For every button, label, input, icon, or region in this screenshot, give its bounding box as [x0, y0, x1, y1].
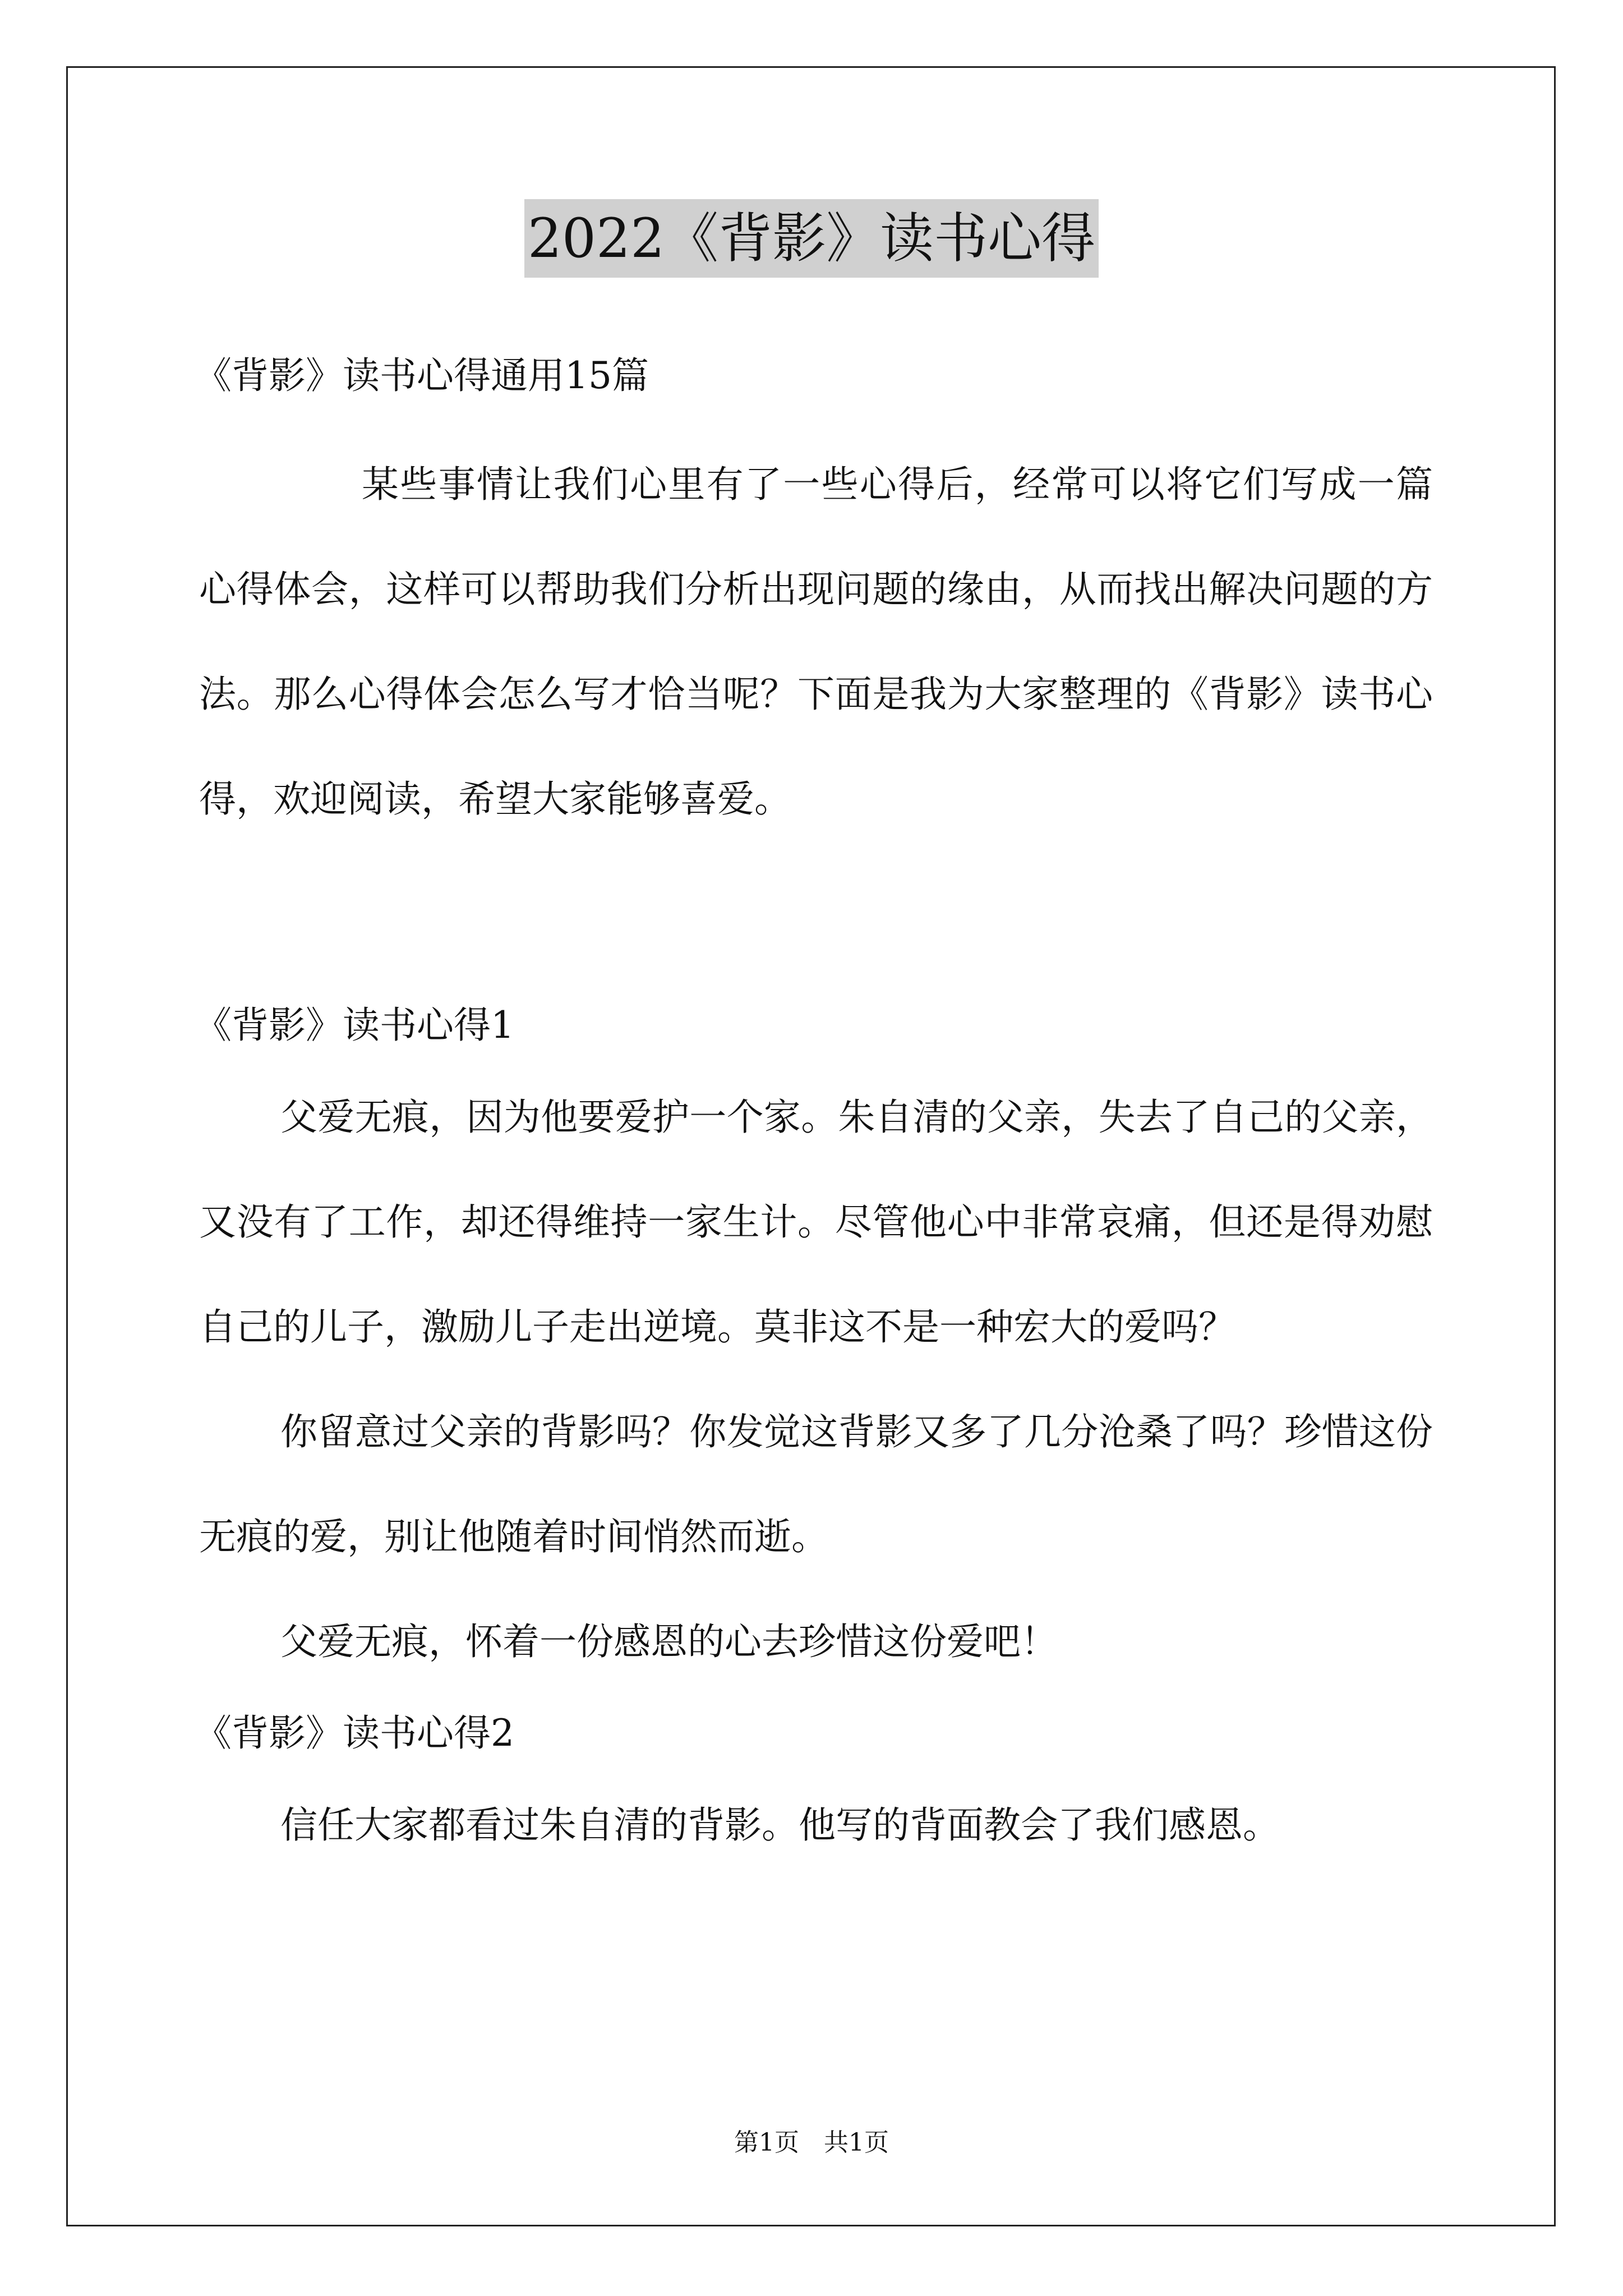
intro-paragraph: 某些事情让我们心里有了一些心得后，经常可以将它们写成一篇心得体会，这样可以帮助我们分析出现问题的缘由，从而找出解决问题的方法。那么心得体会怎么写才恰当呢？下面是我为大家整理的《背影》读书心得，欢迎阅读，希望大家能够喜爱。	[199, 463, 1433, 821]
document-title: 2022《背影》读书心得	[524, 199, 1099, 278]
section-paragraph: 父爱无痕，因为他要爱护一个家。朱自清的父亲，失去了自己的父亲，又没有了工作，却还得维持一家生计。尽管他心中非常哀痛，但还是得劝慰自己的儿子，激励儿子走出逆境。莫非这不是一种宏大的爱吗？	[199, 1096, 1433, 1349]
page-footer: 第1页 共1页	[734, 2128, 889, 2157]
title-container	[0, 199, 1623, 278]
document-subtitle: 《背影》读书心得通用15篇	[195, 354, 649, 397]
section-paragraph: 父爱无痕，怀着一份感恩的心去珍惜这份爱吧！	[280, 1620, 1058, 1663]
section-paragraph: 信任大家都看过朱自清的背影。他写的背面教会了我们感恩。	[280, 1803, 1280, 1847]
section-heading: 《背影》读书心得1	[195, 1004, 514, 1047]
document-body	[195, 337, 1433, 1878]
section-heading: 《背影》读书心得2	[195, 1711, 514, 1755]
section-paragraph: 你留意过父亲的背影吗？你发觉这背影又多了几分沧桑了吗？珍惜这份无痕的爱，别让他随着时间悄然而逝。	[199, 1410, 1433, 1558]
